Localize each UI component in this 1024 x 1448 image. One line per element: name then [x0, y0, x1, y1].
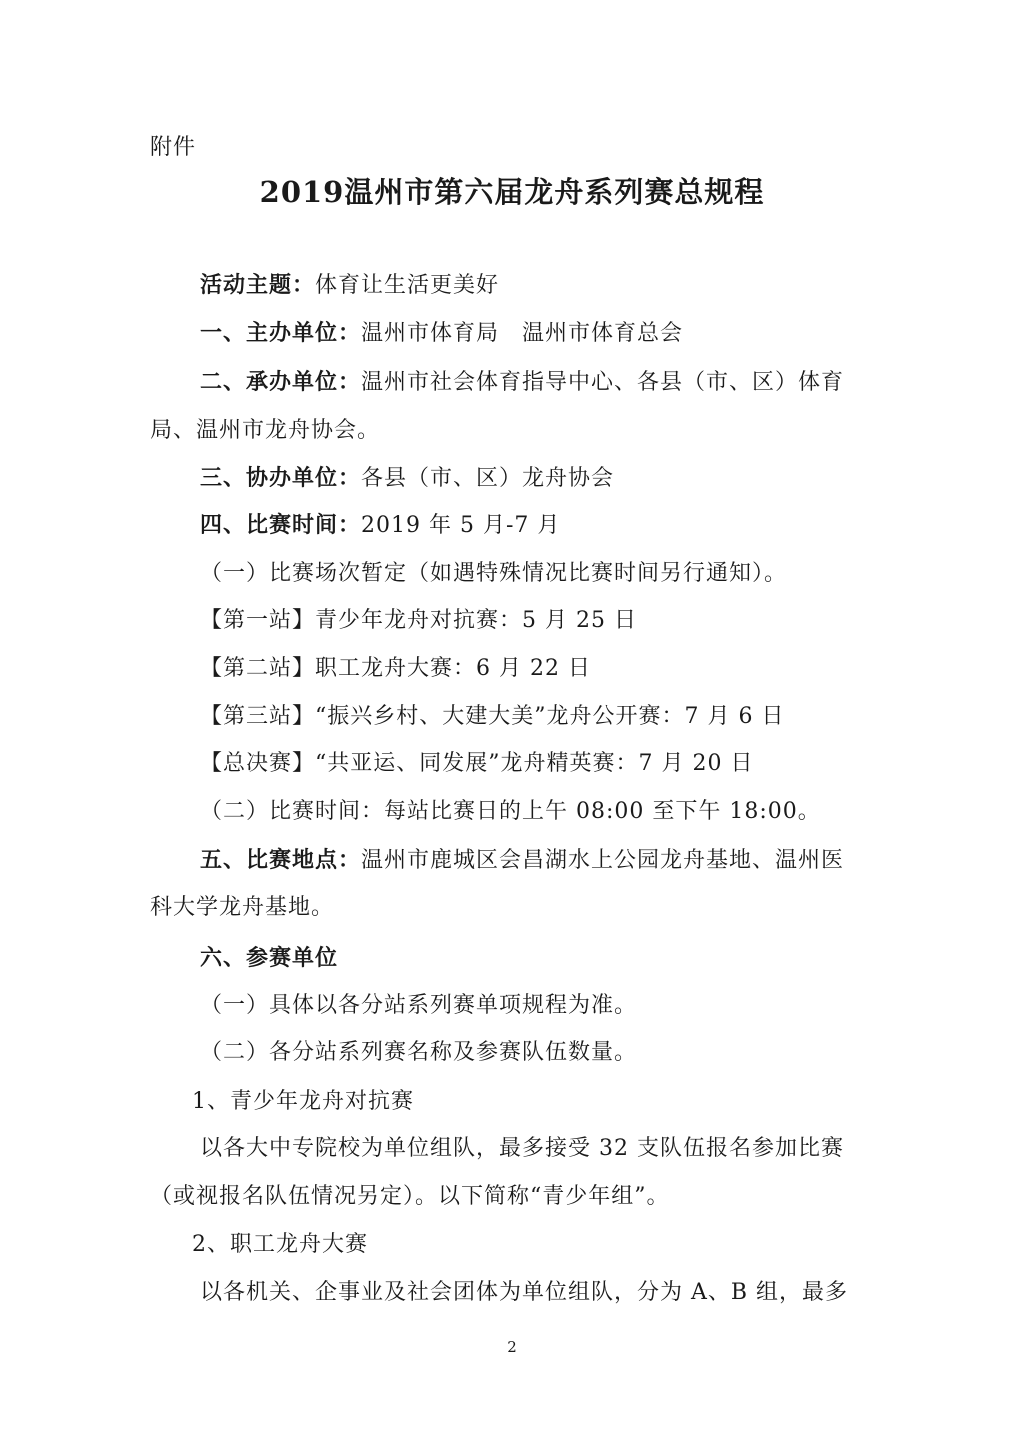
section-5-continuation: 科大学龙舟基地。	[150, 895, 335, 920]
section-1-label: 一、主办单位：	[200, 320, 362, 346]
station-final: 【总决赛】“共亚运、同发展”龙舟精英赛：7 月 20 日	[200, 751, 754, 776]
section-1-line	[200, 318, 683, 349]
item-1-title: 1、青少年龙舟对抗赛	[192, 1089, 414, 1114]
section-3-label: 三、协办单位：	[200, 465, 362, 491]
theme-label: 活动主题：	[200, 272, 316, 298]
item-2-text: 以各机关、企事业及社会团体为单位组队，分为 A、B 组，最多	[200, 1280, 849, 1305]
item-1-continuation: （或视报名队伍情况另定）。以下简称“青少年组”。	[150, 1184, 670, 1209]
item-2-title: 2、职工龙舟大赛	[192, 1232, 368, 1257]
section-6-heading: 六、参赛单位	[200, 945, 339, 971]
section-4-text: 2019 年 5 月-7 月	[361, 513, 561, 538]
section-4-line	[200, 510, 560, 541]
section-2-continuation: 局、温州市龙舟协会。	[150, 418, 381, 443]
item-1-text: 以各大中专院校为单位组队，最多接受 32 支队伍报名参加比赛	[200, 1136, 844, 1161]
section-6-sub1: （一）具体以各分站系列赛单项规程为准。	[200, 993, 638, 1018]
section-6-sub2: （二）各分站系列赛名称及参赛队伍数量。	[200, 1040, 638, 1065]
page-number: 2	[507, 1338, 517, 1356]
section-4-label: 四、比赛时间：	[200, 512, 362, 538]
section-4-sub1: （一）比赛场次暂定（如遇特殊情况比赛时间另行通知）。	[200, 561, 788, 586]
station-1: 【第一站】青少年龙舟对抗赛：5 月 25 日	[200, 608, 637, 633]
station-2: 【第二站】职工龙舟大赛：6 月 22 日	[200, 656, 591, 681]
section-1-text: 温州市体育局 温州市体育总会	[361, 321, 684, 346]
section-4-sub2: （二）比赛时间：每站比赛日的上午 08:00 至下午 18:00。	[200, 799, 821, 824]
section-2-label: 二、承办单位：	[200, 369, 362, 395]
section-5-label: 五、比赛地点：	[200, 847, 362, 873]
theme-text: 体育让生活更美好	[315, 273, 500, 298]
attachment-label: 附件	[150, 135, 197, 160]
section-5-text: 温州市鹿城区会昌湖水上公园龙舟基地、温州医	[361, 848, 845, 873]
theme-line	[200, 270, 499, 301]
section-2-line	[200, 367, 844, 398]
section-3-line	[200, 463, 614, 494]
section-5-line	[200, 845, 844, 876]
document-title: 2019温州市第六届龙舟系列赛总规程	[259, 175, 765, 209]
section-2-text: 温州市社会体育指导中心、各县（市、区）体育	[361, 370, 845, 395]
station-3: 【第三站】“振兴乡村、大建大美”龙舟公开赛：7 月 6 日	[200, 704, 785, 729]
section-3-text: 各县（市、区）龙舟协会	[361, 466, 615, 491]
